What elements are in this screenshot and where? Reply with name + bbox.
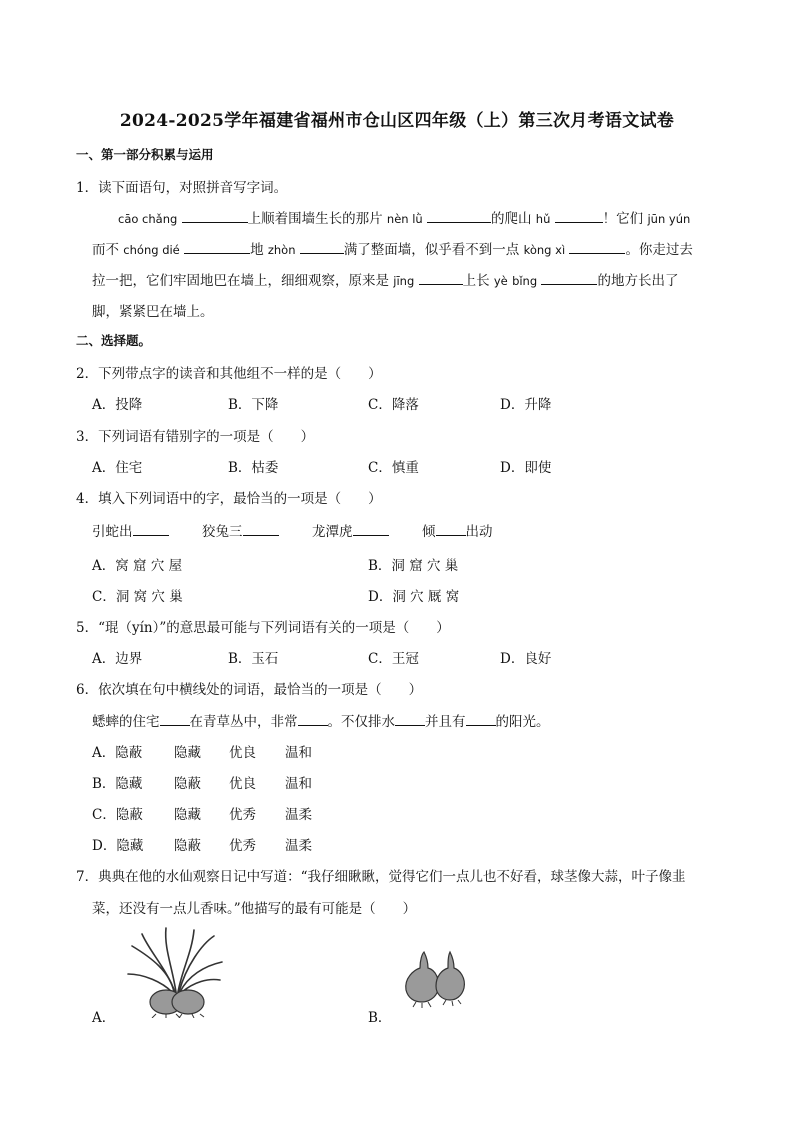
- q5-option-d[interactable]: D．良好: [500, 651, 552, 667]
- word: 温和: [285, 745, 312, 761]
- text: 上顺着围墙生长的那片: [247, 211, 383, 227]
- text: 引蛇出: [92, 524, 133, 540]
- text: 满了整面墙，似乎看不到一点: [343, 242, 520, 258]
- q7-stem-line-2: 菜，还没有一点儿香味。”他描写的最有可能是（ ）: [92, 901, 417, 917]
- pinyin: cāo chǎng: [118, 212, 178, 226]
- answer-blank[interactable]: [182, 209, 248, 223]
- text: 龙潭虎: [312, 524, 353, 540]
- q3-option-c[interactable]: C．慎重: [368, 460, 419, 476]
- leafy-bulb-plant-image: [122, 922, 228, 1018]
- section-2-heading: 二、选择题。: [76, 333, 152, 348]
- q6-sentence: [92, 710, 550, 730]
- q3-option-a[interactable]: A．住宅: [92, 460, 143, 476]
- text: 的爬山: [491, 211, 532, 227]
- q1-line-4: 脚，紧紧巴在墙上。: [92, 304, 214, 320]
- answer-blank[interactable]: [298, 712, 328, 726]
- text: 地: [250, 242, 264, 258]
- word: 优良: [229, 776, 256, 792]
- answer-blank[interactable]: [427, 209, 491, 223]
- text: 的地方长出了: [597, 273, 679, 289]
- pinyin: zhòn: [267, 243, 296, 257]
- pinyin: kòng xì: [523, 243, 566, 257]
- q2-option-a[interactable]: A．投降: [92, 397, 143, 413]
- q5-stem: 5．“琨（yín）”的意思最可能与下列词语有关的一项是（ ）: [76, 620, 450, 636]
- q1-stem: 1．读下面语句，对照拼音写字词。: [76, 180, 288, 196]
- q4-idiom-2: [202, 520, 279, 540]
- word: D．隐藏: [92, 838, 144, 854]
- word: B．隐藏: [92, 776, 143, 792]
- section-1-heading: 一、第一部分积累与运用: [76, 147, 214, 162]
- pinyin: hǔ: [535, 212, 551, 226]
- word: 优秀: [229, 838, 256, 854]
- q1-line-3: [92, 269, 678, 289]
- q4-option-d[interactable]: D．洞 穴 厩 窝: [368, 589, 460, 605]
- text: 。你走过去: [625, 242, 693, 258]
- word: 优秀: [229, 807, 256, 823]
- pinyin: yè: [493, 274, 508, 288]
- word: 优良: [229, 745, 256, 761]
- word: 隐藏: [174, 745, 201, 761]
- text: 在青草丛中，非常: [189, 714, 298, 730]
- q2-option-d[interactable]: D．升降: [500, 397, 552, 413]
- pinyin: bǐng: [512, 274, 538, 288]
- q1-line-2: [92, 238, 693, 258]
- answer-blank[interactable]: [353, 522, 389, 536]
- q5-option-a[interactable]: A．边界: [92, 651, 143, 667]
- pinyin: jūn yún: [647, 212, 691, 226]
- text: ！它们: [602, 211, 644, 227]
- word: 温和: [285, 776, 312, 792]
- text: 蟋蟀的住宅: [92, 714, 160, 730]
- answer-blank[interactable]: [133, 522, 169, 536]
- text: 并且有: [425, 714, 466, 730]
- pinyin: nèn lǜ: [386, 212, 423, 226]
- q5-option-c[interactable]: C．王冠: [368, 651, 419, 667]
- page-title: 2024-2025学年福建省福州市仓山区四年级（上）第三次月考语文试卷: [119, 111, 675, 131]
- q3-option-d[interactable]: D．即使: [500, 460, 552, 476]
- text: 上长: [462, 273, 490, 289]
- q4-idiom-1: [92, 520, 169, 540]
- q2-option-b[interactable]: B．下降: [228, 397, 279, 413]
- q2-option-c[interactable]: C．降落: [368, 397, 419, 413]
- answer-blank[interactable]: [555, 209, 603, 223]
- word: 温柔: [285, 838, 312, 854]
- answer-blank[interactable]: [569, 240, 625, 254]
- word: 温柔: [285, 807, 312, 823]
- answer-blank[interactable]: [300, 240, 344, 254]
- text: 的阳光。: [495, 714, 550, 730]
- q3-option-b[interactable]: B．枯委: [228, 460, 279, 476]
- q4-option-b[interactable]: B．洞 窟 穴 巢: [368, 558, 459, 574]
- q2-stem: 2．下列带点字的读音和其他组不一样的是（ ）: [76, 366, 382, 382]
- text: 。不仅排水: [327, 714, 395, 730]
- text: 倾: [422, 524, 436, 540]
- q5-option-b[interactable]: B．玉石: [228, 651, 279, 667]
- word: 隐蔽: [174, 838, 201, 854]
- text: 出动: [465, 524, 493, 540]
- text: 狡兔三: [202, 524, 243, 540]
- q7-stem-line-1: 7．典典在他的水仙观察日记中写道：“我仔细瞅瞅，觉得它们一点儿也不好看，球茎像大蒜，叶子像韭: [76, 869, 686, 885]
- word: 隐蔽: [174, 776, 201, 792]
- q4-option-a[interactable]: A．窝 窟 穴 屋: [92, 558, 183, 574]
- answer-blank[interactable]: [184, 240, 250, 254]
- bulb-image: [398, 948, 470, 1010]
- answer-blank[interactable]: [395, 712, 425, 726]
- answer-blank[interactable]: [160, 712, 190, 726]
- text: 拉一把，它们牢固地巴在墙上，细细观察，原来是: [92, 273, 389, 289]
- q4-option-c[interactable]: C．洞 窝 穴 巢: [92, 589, 183, 605]
- text: 而不: [92, 242, 119, 258]
- word: A．隐蔽: [92, 745, 143, 761]
- answer-blank[interactable]: [466, 712, 496, 726]
- q1-line-1: [118, 207, 690, 227]
- q4-idiom-3: [312, 520, 389, 540]
- q3-stem: 3．下列词语有错别字的一项是（ ）: [76, 429, 315, 445]
- q7-option-b[interactable]: B．: [368, 1010, 392, 1026]
- pinyin: chóng dié: [123, 243, 180, 257]
- word: 隐藏: [174, 807, 201, 823]
- answer-blank[interactable]: [243, 522, 279, 536]
- answer-blank[interactable]: [541, 271, 597, 285]
- q4-idiom-4: [422, 520, 493, 540]
- word: C．隐蔽: [92, 807, 143, 823]
- q7-option-a[interactable]: A．: [92, 1010, 116, 1026]
- pinyin: jīng: [393, 274, 415, 288]
- answer-blank[interactable]: [436, 522, 466, 536]
- q6-stem: 6．依次填在句中横线处的词语，最恰当的一项是（ ）: [76, 682, 423, 698]
- answer-blank[interactable]: [419, 271, 463, 285]
- q4-stem: 4．填入下列词语中的字，最恰当的一项是（ ）: [76, 491, 382, 507]
